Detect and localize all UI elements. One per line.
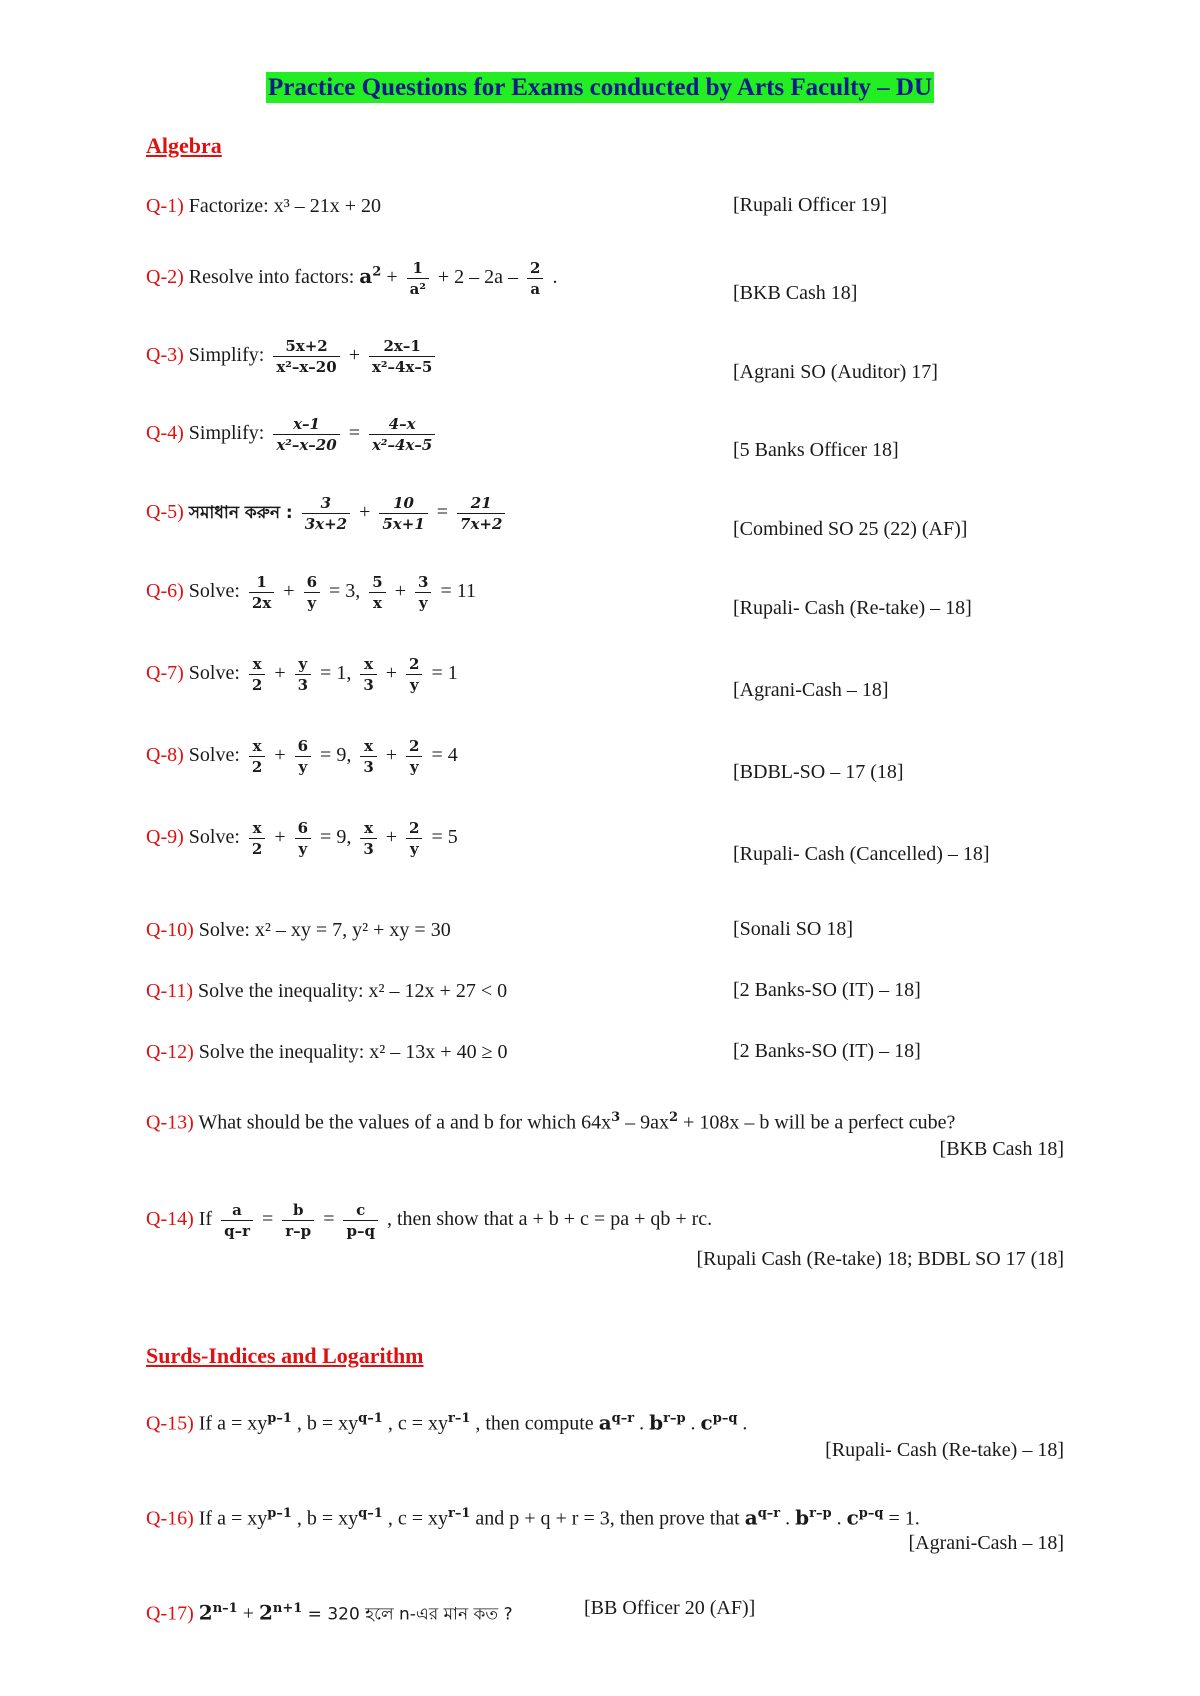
numerator: 3 xyxy=(302,493,350,514)
denominator: y xyxy=(409,676,419,694)
denominator: 2 xyxy=(251,758,263,776)
question-text: = 1, xyxy=(320,662,352,685)
question-text: If xyxy=(198,1208,213,1231)
page-title xyxy=(0,74,1200,102)
question-4 xyxy=(146,414,439,455)
question-7 xyxy=(146,654,458,695)
question-number: Q-17) xyxy=(146,1602,194,1625)
question-text: + 108x – b will be a perfect cube? xyxy=(678,1111,956,1134)
numerator: 2 xyxy=(406,736,422,757)
denominator: y xyxy=(418,594,428,612)
operator: + xyxy=(385,662,398,685)
operator: + xyxy=(274,744,286,767)
operator: . xyxy=(634,1412,650,1435)
question-text: . xyxy=(552,266,558,289)
question-number: Q-15) xyxy=(146,1412,194,1435)
fraction xyxy=(527,258,543,299)
question-number: Q-3) xyxy=(146,344,184,367)
operator: + xyxy=(274,826,286,849)
exponent: 2 xyxy=(669,1110,679,1125)
numerator: b xyxy=(282,1200,314,1221)
question-17-source: [BB Officer 20 (AF)] xyxy=(584,1597,756,1619)
question-text: Resolve into factors: xyxy=(188,266,355,289)
section-heading-surds: Surds-Indices and Logarithm xyxy=(146,1343,424,1368)
question-text: and p + q + r = 3, then prove that xyxy=(470,1507,745,1530)
denominator: r–p xyxy=(285,1222,312,1240)
question-13 xyxy=(146,1106,955,1135)
exponent: q–r xyxy=(611,1411,635,1426)
question-number: Q-8) xyxy=(146,744,184,767)
denominator: 2 xyxy=(251,676,263,694)
numerator: x xyxy=(360,654,376,675)
operator: + xyxy=(359,501,371,524)
question-text: = 9, xyxy=(320,826,352,849)
question-text: = 11 xyxy=(440,580,476,603)
question-text: = 1 xyxy=(431,662,458,685)
fraction xyxy=(295,654,311,695)
fraction xyxy=(273,336,339,377)
numerator: 2 xyxy=(527,258,543,279)
numerator: 3 xyxy=(415,572,431,593)
question-number: Q-9) xyxy=(146,826,184,849)
question-7-source: [Agrani-Cash – 18] xyxy=(733,679,889,701)
question-10-source: [Sonali SO 18] xyxy=(733,918,853,940)
numerator: 10 xyxy=(379,493,427,514)
denominator: 3 xyxy=(363,676,374,694)
exponent: q–1 xyxy=(358,1506,383,1521)
fraction xyxy=(406,654,422,695)
denominator: q–r xyxy=(224,1222,250,1240)
numerator: x–1 xyxy=(273,414,339,435)
question-number: Q-13) xyxy=(146,1111,194,1134)
math-term: a xyxy=(359,264,373,289)
numerator: c xyxy=(343,1200,377,1221)
question-text: . xyxy=(737,1412,748,1435)
question-text: = 320 হলে n-এর মান কত ? xyxy=(302,1604,513,1625)
denominator: x²–x–20 xyxy=(276,436,337,454)
numerator: 21 xyxy=(457,493,505,514)
question-text: , then show that a + b + c = pa + qb + rc. xyxy=(386,1208,713,1231)
denominator: y xyxy=(298,840,308,858)
question-text: Solve the inequality: x² – 12x + 27 < 0 xyxy=(198,980,508,1002)
exponent: n–1 xyxy=(212,1601,238,1616)
question-6-source: [Rupali- Cash (Re-take) – 18] xyxy=(733,597,972,619)
question-text: = 3, xyxy=(329,580,361,603)
page-title-text: Practice Questions for Exams conducted by Arts Faculty – DU xyxy=(267,74,933,101)
math-term: 2 xyxy=(258,1600,273,1625)
denominator: 3 xyxy=(363,840,374,858)
numerator: x xyxy=(249,736,265,757)
question-text: Solve: xyxy=(188,826,240,849)
exponent: p–1 xyxy=(267,1506,292,1521)
math-term: a xyxy=(744,1505,758,1530)
section-heading-algebra: Algebra xyxy=(146,133,222,158)
denominator: y xyxy=(409,840,419,858)
question-text: Factorize: x³ – 21x + 20 xyxy=(188,195,382,217)
operator: + xyxy=(283,580,295,603)
operator: + xyxy=(348,344,360,367)
question-text: সমাধান করুন : xyxy=(188,503,293,524)
question-number: Q-11) xyxy=(146,980,194,1002)
numerator: x xyxy=(249,818,265,839)
denominator: a xyxy=(530,280,541,298)
question-3-source: [Agrani SO (Auditor) 17] xyxy=(733,361,938,383)
question-9 xyxy=(146,818,458,859)
question-text: – 9ax xyxy=(620,1111,670,1134)
question-text: = 1. xyxy=(883,1507,920,1530)
question-text: = 9, xyxy=(320,744,352,767)
numerator: 5x+2 xyxy=(273,336,339,357)
fraction xyxy=(407,258,429,299)
numerator: 2 xyxy=(406,654,422,675)
denominator: x xyxy=(373,594,382,612)
fraction xyxy=(249,818,265,859)
operator: = xyxy=(348,422,360,445)
question-text: If a = xy xyxy=(198,1412,268,1435)
fraction xyxy=(379,493,427,534)
fraction xyxy=(369,572,385,613)
fraction xyxy=(304,572,320,613)
question-10 xyxy=(146,918,451,942)
question-number: Q-14) xyxy=(146,1208,194,1231)
exponent: 2 xyxy=(372,264,382,280)
question-text: Simplify: xyxy=(188,344,265,367)
fraction xyxy=(295,818,311,859)
fraction xyxy=(302,493,350,534)
fraction xyxy=(406,736,422,777)
math-term: c xyxy=(846,1505,859,1530)
question-17 xyxy=(146,1597,513,1627)
fraction xyxy=(343,1200,377,1241)
operator: + xyxy=(274,662,286,685)
operator: = xyxy=(323,1208,335,1231)
question-text: Simplify: xyxy=(188,422,265,445)
question-number: Q-10) xyxy=(146,919,194,941)
question-text: Solve: x² – xy = 7, y² + xy = 30 xyxy=(198,919,451,941)
question-number: Q-1) xyxy=(146,195,184,217)
question-number: Q-6) xyxy=(146,580,184,603)
fraction xyxy=(457,493,505,534)
question-number: Q-12) xyxy=(146,1041,194,1063)
denominator: 2x xyxy=(251,594,272,612)
operator: = xyxy=(262,1208,274,1231)
fraction xyxy=(360,654,376,695)
operator: + xyxy=(386,266,398,289)
exponent: r–1 xyxy=(447,1506,471,1521)
fraction xyxy=(249,572,274,613)
math-term: a xyxy=(598,1410,612,1435)
exponent: p–1 xyxy=(267,1411,292,1426)
question-9-source: [Rupali- Cash (Cancelled) – 18] xyxy=(733,843,990,865)
numerator: 2x–1 xyxy=(369,336,435,357)
question-6 xyxy=(146,572,476,613)
question-12 xyxy=(146,1040,508,1064)
fraction xyxy=(282,1200,314,1241)
question-text: Solve the inequality: x² – 13x + 40 ≥ 0 xyxy=(198,1041,508,1063)
question-14 xyxy=(146,1200,712,1241)
question-13-source: [BKB Cash 18] xyxy=(939,1138,1064,1160)
denominator: x²–x–20 xyxy=(276,358,337,376)
question-number: Q-4) xyxy=(146,422,184,445)
exponent: q–r xyxy=(757,1506,781,1521)
question-16-source: [Agrani-Cash – 18] xyxy=(908,1532,1064,1554)
question-text: Solve: xyxy=(188,580,240,603)
numerator: 6 xyxy=(295,818,311,839)
operator: + xyxy=(385,826,398,849)
question-text: , b = xy xyxy=(291,1507,359,1530)
denominator: 3x+2 xyxy=(304,515,348,533)
question-number: Q-7) xyxy=(146,662,184,685)
math-term: c xyxy=(700,1410,713,1435)
numerator: a xyxy=(221,1200,253,1221)
question-3 xyxy=(146,336,439,377)
numerator: 6 xyxy=(304,572,320,593)
numerator: x xyxy=(249,654,265,675)
question-11 xyxy=(146,979,507,1003)
denominator: p–q xyxy=(346,1222,375,1240)
numerator: x xyxy=(360,736,376,757)
denominator: 3 xyxy=(297,676,309,694)
numerator: 1 xyxy=(407,258,429,279)
fraction xyxy=(273,414,339,455)
fraction xyxy=(415,572,431,613)
numerator: 6 xyxy=(295,736,311,757)
fraction xyxy=(249,654,265,695)
numerator: 4–x xyxy=(369,414,435,435)
question-12-source: [2 Banks-SO (IT) – 18] xyxy=(733,1040,921,1062)
operator: . xyxy=(831,1507,847,1530)
denominator: y xyxy=(298,758,308,776)
fraction xyxy=(369,336,435,377)
question-8-source: [BDBL-SO – 17 (18] xyxy=(733,761,904,783)
question-1 xyxy=(146,194,381,218)
fraction xyxy=(406,818,422,859)
question-text: Solve: xyxy=(188,662,240,685)
numerator: 1 xyxy=(249,572,274,593)
question-8 xyxy=(146,736,458,777)
denominator: a² xyxy=(409,280,426,298)
exponent: p–q xyxy=(858,1506,884,1521)
denominator: y xyxy=(307,594,317,612)
operator: + xyxy=(385,744,398,767)
question-text: = 5 xyxy=(431,826,458,849)
question-text: , b = xy xyxy=(291,1412,359,1435)
denominator: 5x+1 xyxy=(382,515,425,533)
math-term: b xyxy=(795,1505,810,1530)
question-number: Q-16) xyxy=(146,1507,194,1530)
denominator: 3 xyxy=(363,758,374,776)
numerator: 5 xyxy=(369,572,385,593)
exponent: p–q xyxy=(712,1411,738,1426)
operator: . xyxy=(685,1412,701,1435)
question-15 xyxy=(146,1407,747,1436)
operator: + xyxy=(394,580,406,603)
fraction xyxy=(360,736,376,777)
question-1-source: [Rupali Officer 19] xyxy=(733,194,888,216)
question-text: , c = xy xyxy=(382,1412,448,1435)
numerator: x xyxy=(360,818,376,839)
fraction xyxy=(295,736,311,777)
question-text: Solve: xyxy=(188,744,240,767)
fraction xyxy=(369,414,435,455)
question-14-source: [Rupali Cash (Re-take) 18; BDBL SO 17 (18] xyxy=(696,1248,1064,1270)
denominator: 2 xyxy=(251,840,263,858)
question-5 xyxy=(146,493,509,534)
fraction xyxy=(360,818,376,859)
question-number: Q-2) xyxy=(146,266,184,289)
operator: = xyxy=(436,501,449,524)
question-text: + 2 – 2a – xyxy=(437,266,519,289)
question-text: What should be the values of a and b for which 64x xyxy=(198,1111,612,1134)
numerator: 2 xyxy=(406,818,422,839)
question-2 xyxy=(146,258,557,299)
fraction xyxy=(221,1200,253,1241)
operator: . xyxy=(780,1507,796,1530)
question-11-source: [2 Banks-SO (IT) – 18] xyxy=(733,979,921,1001)
exponent: r–p xyxy=(663,1411,686,1426)
question-text: = 4 xyxy=(431,744,458,767)
operator: + xyxy=(237,1602,259,1625)
question-text: If a = xy xyxy=(198,1507,268,1530)
exponent: n+1 xyxy=(272,1601,303,1616)
exponent: r–1 xyxy=(447,1411,471,1426)
exponent: q–1 xyxy=(358,1411,383,1426)
denominator: y xyxy=(409,758,419,776)
denominator: 7x+2 xyxy=(460,515,503,533)
denominator: x²–4x–5 xyxy=(371,436,433,454)
exponent: r–p xyxy=(809,1506,832,1521)
exponent: 3 xyxy=(611,1110,621,1125)
numerator: y xyxy=(295,654,311,675)
question-number: Q-5) xyxy=(146,501,184,524)
math-term: b xyxy=(649,1410,664,1435)
math-term: 2 xyxy=(198,1600,213,1625)
question-text: , c = xy xyxy=(382,1507,448,1530)
question-4-source: [5 Banks Officer 18] xyxy=(733,439,899,461)
question-16 xyxy=(146,1502,920,1531)
denominator: x²–4x–5 xyxy=(371,358,433,376)
question-15-source: [Rupali- Cash (Re-take) – 18] xyxy=(825,1439,1064,1461)
fraction xyxy=(249,736,265,777)
question-text: , then compute xyxy=(470,1412,599,1435)
question-2-source: [BKB Cash 18] xyxy=(733,282,858,304)
question-5-source: [Combined SO 25 (22) (AF)] xyxy=(733,518,968,540)
